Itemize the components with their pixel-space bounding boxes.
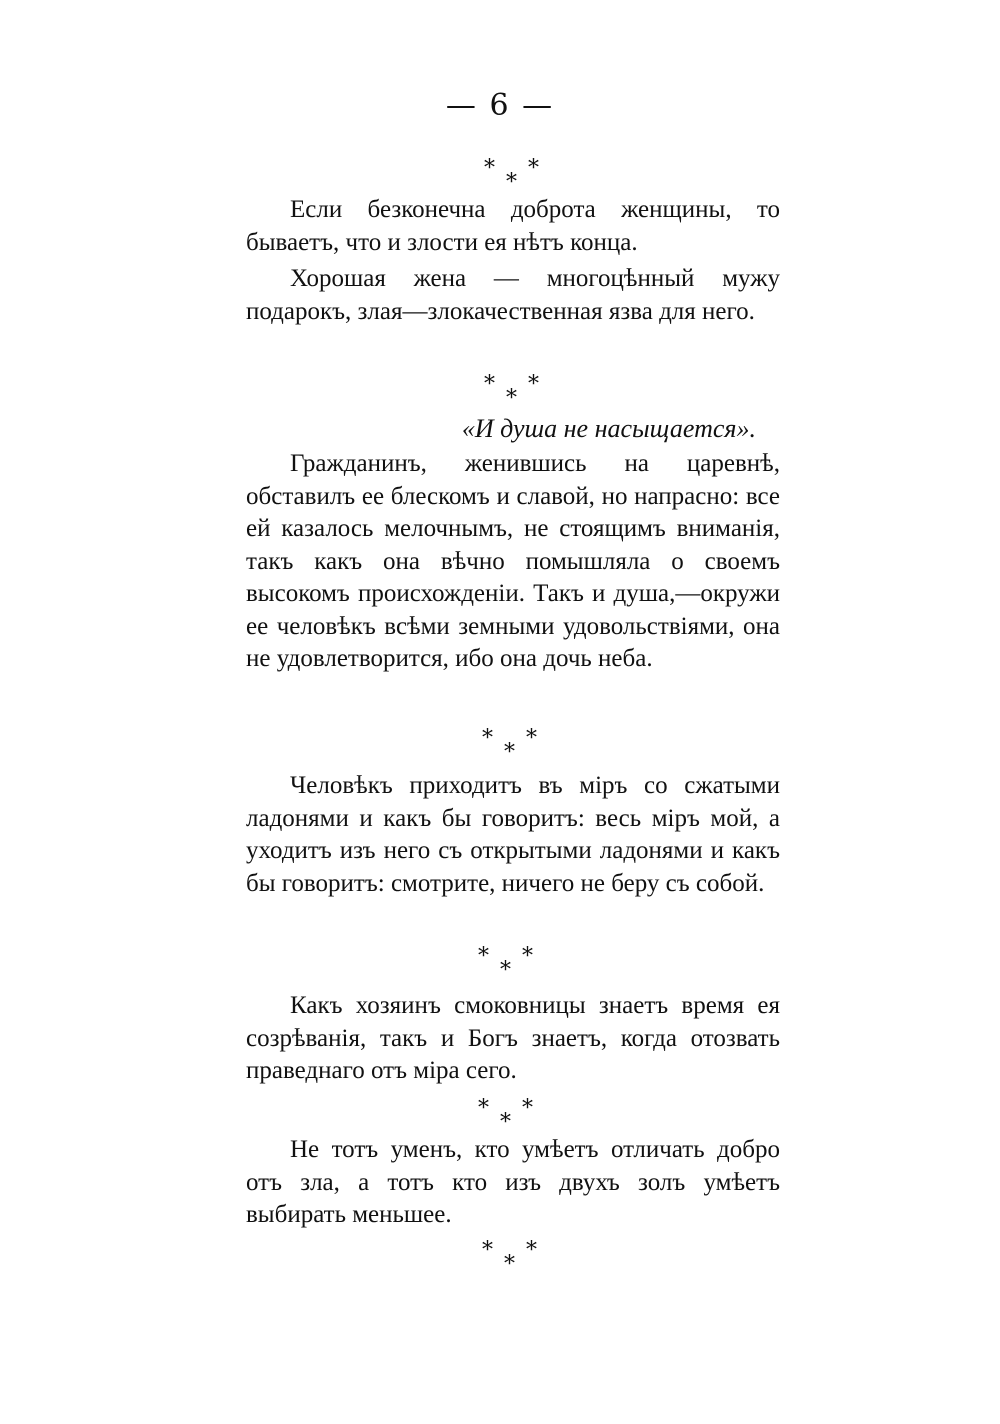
section-4	[246, 990, 780, 1088]
asterisk: *	[522, 944, 533, 969]
asterisk: *	[528, 156, 539, 181]
section-2	[246, 448, 780, 676]
section-1	[246, 194, 780, 328]
asterisk: *	[526, 1238, 537, 1263]
asterisk: *	[500, 958, 511, 983]
asterisk: *	[482, 726, 493, 751]
asterisk: *	[526, 726, 537, 751]
paragraph: Не тотъ уменъ, кто умѣетъ отличать добро отъ зла, а тотъ кто изъ двухъ золъ умѣетъ выбирать меньшее.	[246, 1136, 780, 1228]
asterisk: *	[500, 1110, 511, 1135]
asterisk: *	[506, 386, 517, 411]
asterism-divider	[470, 1240, 550, 1276]
asterisk: *	[528, 372, 539, 397]
asterisk: *	[478, 944, 489, 969]
section-5	[246, 1134, 780, 1232]
section-3	[246, 770, 780, 900]
page-number: — 6 —	[445, 88, 555, 123]
paragraph: Человѣкъ приходитъ въ міръ со сжатыми ладонями и какъ бы говоритъ: весь міръ мой, а уходитъ изъ него съ открытыми ладонями и какъ бы говоритъ: смотрите, ничего не беру съ собой.	[246, 772, 780, 897]
asterisk: *	[522, 1096, 533, 1121]
paragraph: Гражданинъ, женившись на царевнѣ, обставилъ ее блескомъ и славой, но напрасно: все ей казалось мелочнымъ, не стоящимъ вниманія, такъ какъ она вѣчно помышляла о своемъ высокомъ происхожденіи. Такъ и душа,—окружи ее человѣкъ всѣми земными удовольствіями, она не удовлетворится, ибо она дочь неба.	[246, 450, 780, 672]
asterisk: *	[506, 170, 517, 195]
asterism-divider	[472, 158, 552, 194]
paragraph: Хорошая жена — многоцѣнный мужу подарокъ, злая—злокачественная язва для него.	[246, 265, 780, 325]
asterism-divider	[472, 374, 552, 410]
asterisk: *	[484, 156, 495, 181]
asterism-divider	[466, 946, 546, 982]
asterisk: *	[504, 1252, 515, 1277]
asterisk: *	[504, 740, 515, 765]
asterisk: *	[478, 1096, 489, 1121]
asterism-divider	[466, 1098, 546, 1134]
asterism-divider	[470, 728, 550, 764]
paragraph: Если безконечна доброта женщины, то бываетъ, что и злости ея нѣтъ конца.	[246, 196, 780, 256]
paragraph: Какъ хозяинъ смоковницы знаетъ время ея созрѣванія, такъ и Богъ знаетъ, когда отозвать праведнаго отъ міра сего.	[246, 992, 780, 1084]
section-heading: «И душа не насыщается».	[461, 414, 756, 443]
asterisk: *	[482, 1238, 493, 1263]
asterisk: *	[484, 372, 495, 397]
